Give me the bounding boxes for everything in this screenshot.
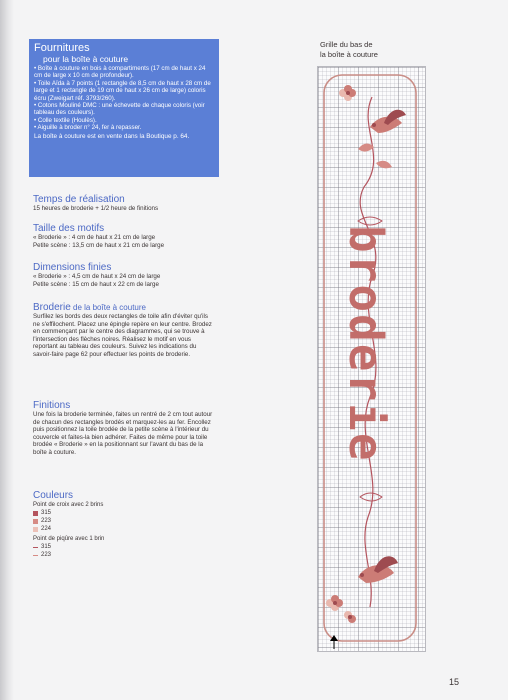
bird-bottom-icon <box>358 556 398 583</box>
color-row <box>33 551 215 559</box>
finishing-title: Finitions <box>33 400 71 411</box>
size-line: « Broderie » : 4 cm de haut x 21 cm de large <box>33 234 156 241</box>
supplies-item: • Cotons Mouliné DMC : une échevette de chaque coloris (voir tableau des couleurs). <box>34 102 205 117</box>
color-code: 223 <box>41 518 52 524</box>
line-swatch-icon <box>33 555 38 556</box>
embroidery-chart <box>318 67 425 651</box>
supplies-list <box>34 65 214 132</box>
color-code: 315 <box>41 544 52 550</box>
bird-top-icon <box>370 110 406 133</box>
flower-bottom-icon <box>326 595 356 623</box>
finishing-section <box>33 400 215 457</box>
colors-title: Couleurs <box>33 490 74 501</box>
embroidery-title-main: Broderie <box>33 302 71 313</box>
ribbon-knot <box>358 217 382 225</box>
supplies-item: • Toile Aïda à 7 points (1 rectangle de 8,5 cm de haut x 28 cm de large et 1 rectangle de 19 cm de haut x 26 cm de large) coloris écru (Zweigart réf. 3793/260). <box>34 79 211 102</box>
supplies-item: • Colle textile (Houlès). <box>34 116 97 124</box>
chart-caption <box>320 40 378 60</box>
finishing-text: Une fois la broderie terminée, faites un rentré de 2 cm tout autour de chacun des rectangles brodés et marquez-les au fer. Encollez puis positionnez la toile brodée de la petite scène à l'intérieur du couvercle et faites-la bien adhérer. Faites de même pour la toile brodée « Broderie » en la positionnant sur l'avant du bas de la boîte à couture. <box>33 411 213 456</box>
backstitch-label: Point de piqûre avec 1 brin <box>33 536 105 542</box>
embroidery-title <box>33 302 215 313</box>
chart-caption-line: Grille du bas de <box>320 40 373 49</box>
supplies-subtitle: pour la boîte à couture <box>43 54 129 64</box>
line-swatch-icon <box>33 547 38 548</box>
color-row <box>33 509 215 517</box>
colors-section <box>33 490 215 559</box>
page-number: 15 <box>449 677 460 687</box>
size-line: Petite scène : 13,5 cm de haut x 21 cm de large <box>33 241 165 249</box>
embroidery-text: Surfilez les bords des deux rectangles de toile afin d'éviter qu'ils ne s'effilochent. Placez une épingle repère en leur centre. Brodez en commençant par le centre des diagrammes, qui se trouve à l'intersection des flèches noires. Réalisez le motif en vous reportant au tableau des couleurs. Suivez les indications du savoir-faire page 62 pour effectuer les points de broderie. <box>33 313 212 358</box>
time-title: Temps de réalisation <box>33 194 125 205</box>
color-code: 223 <box>41 552 52 558</box>
chart-caption-line: la boîte à couture <box>320 50 378 59</box>
leaf-icon <box>376 161 392 169</box>
supplies-title: Fournitures <box>34 42 90 54</box>
time-section <box>33 194 215 213</box>
color-row <box>33 525 215 533</box>
cross-stitch-label: Point de croix avec 2 brins <box>33 502 104 508</box>
color-code: 315 <box>41 510 52 516</box>
color-row <box>33 543 215 551</box>
supplies-item: • Aiguille à broder n° 24, fer à repasser. <box>34 124 142 132</box>
cross-stitch-grid <box>317 66 426 652</box>
swatch-icon <box>33 511 38 516</box>
supplies-box <box>29 39 219 177</box>
color-code: 224 <box>41 526 52 532</box>
supplies-note: La boîte à couture est en vente dans la Boutique p. 64. <box>34 132 190 140</box>
supplies-item: • Boîte à couture en bois à compartiments (17 cm de haut x 24 cm de large x 10 cm de profondeur). <box>34 65 206 80</box>
flower-top-icon <box>339 85 356 101</box>
page-binding-shadow <box>0 0 14 700</box>
size-title: Taille des motifs <box>33 223 105 234</box>
ribbon-knot <box>360 493 382 501</box>
time-text: 15 heures de broderie + 1/2 heure de finitions <box>33 205 159 212</box>
dimensions-section <box>33 262 215 288</box>
embroidered-word: broderie <box>339 225 393 463</box>
dimensions-title: Dimensions finies <box>33 262 112 273</box>
swatch-icon <box>33 527 38 532</box>
embroidery-title-small: de la boîte à couture <box>70 303 146 312</box>
color-row <box>33 517 215 525</box>
size-section <box>33 223 215 249</box>
swatch-icon <box>33 519 38 524</box>
dimensions-line: « Broderie » : 4,5 cm de haut x 24 cm de large <box>33 273 161 280</box>
embroidery-section <box>33 302 215 359</box>
dimensions-line: Petite scène : 15 cm de haut x 22 cm de large <box>33 280 159 288</box>
